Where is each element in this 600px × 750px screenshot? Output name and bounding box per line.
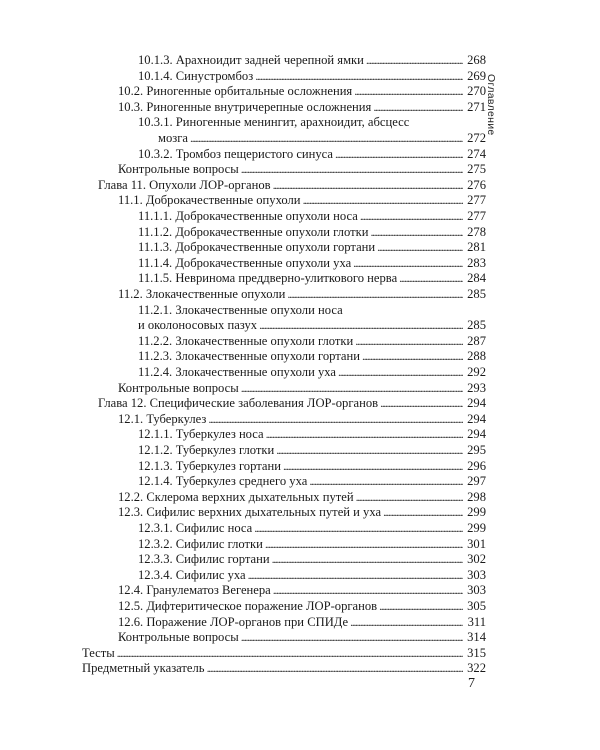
toc-entry	[138, 442, 486, 458]
toc-entry-title: 11.2.4. Злокачественные опухоли уха	[138, 365, 336, 379]
toc-entry-page: 298	[467, 489, 486, 504]
toc-entry-page: 268	[467, 53, 486, 67]
toc-entry-title: 11.2.3. Злокачественные опухоли гортани	[138, 349, 360, 364]
toc-entry-title: 11.1.1. Доброкачественные опухоли носа	[138, 209, 358, 223]
toc-entry-title: Глава 12. Специфические заболевания ЛОР-органов	[98, 396, 379, 411]
dot-leader	[303, 192, 463, 208]
dot-leader	[241, 629, 463, 645]
toc-entry-page: 322	[467, 661, 486, 676]
toc-entry-page: 299	[467, 521, 486, 535]
toc-entry-title: Тесты	[82, 645, 115, 660]
toc-entry-title: 11.1. Доброкачественные опухоли	[118, 193, 301, 208]
toc-entry-title: 12.6. Поражение ЛОР-органов при СПИДе	[118, 614, 349, 629]
toc-entry-page: 299	[467, 505, 486, 520]
dot-leader	[356, 489, 463, 505]
toc-entry-page: 305	[467, 599, 486, 613]
toc-entry-title: Предметный указатель	[82, 661, 205, 676]
dot-leader	[273, 177, 463, 193]
toc-entry-page: 303	[467, 567, 486, 582]
toc-entry	[118, 411, 486, 427]
dot-leader	[254, 520, 463, 536]
toc-entry-title: 10.1.3. Арахноидит задней черепной ямки	[138, 53, 364, 67]
toc-entry	[138, 567, 486, 583]
toc-entry-page: 295	[467, 443, 486, 457]
dot-leader	[379, 598, 463, 614]
toc-entry-page: 293	[467, 380, 486, 395]
toc-entry	[82, 660, 486, 676]
toc-entry-page: 301	[467, 536, 486, 551]
toc-entry	[138, 114, 486, 130]
toc-entry-title: 12.1.4. Туберкулез среднего уха	[138, 474, 308, 489]
page-number: 7	[468, 676, 475, 691]
toc-entry-title: 12.1.3. Туберкулез гортани	[138, 458, 281, 473]
toc-entry-page: 271	[467, 99, 486, 114]
toc-entry	[118, 99, 486, 115]
dot-leader	[370, 224, 463, 240]
toc-entry-title: 12.3.4. Сифилис уха	[138, 567, 246, 582]
dot-leader	[255, 68, 463, 84]
toc-entry-page: 288	[467, 349, 486, 364]
toc-entry-page: 269	[467, 68, 486, 83]
dot-leader	[208, 411, 463, 427]
toc-entry-title: Глава 11. Опухоли ЛОР-органов	[98, 177, 271, 192]
toc-entry	[118, 286, 486, 302]
dot-leader	[366, 52, 463, 68]
toc-entry	[138, 255, 486, 271]
dot-leader	[266, 426, 463, 442]
toc-entry-title: 12.3.2. Сифилис глотки	[138, 536, 263, 551]
toc-entry	[138, 68, 486, 84]
toc-entry-title: 11.1.4. Доброкачественные опухоли уха	[138, 255, 352, 270]
dot-leader	[335, 146, 463, 162]
toc-entry	[118, 598, 486, 614]
toc-entry	[138, 426, 486, 442]
toc-entry	[98, 177, 486, 193]
toc-entry	[138, 536, 486, 552]
toc-entry	[138, 146, 486, 162]
dot-leader	[338, 364, 463, 380]
toc-entry-title: 12.4. Гранулематоз Вегенера	[118, 583, 271, 598]
toc-entry-page: 275	[467, 162, 486, 177]
toc-entry-page: 274	[467, 146, 486, 161]
dot-leader	[287, 286, 463, 302]
toc-entry-title: 11.2.1. Злокачественные опухоли носа	[138, 302, 343, 317]
toc-entry	[138, 551, 486, 567]
toc-entry	[82, 645, 486, 661]
toc-entry-title: 12.3.3. Сифилис гортани	[138, 552, 270, 567]
toc-entry-page: 296	[467, 458, 486, 473]
toc-entry	[138, 224, 486, 240]
toc-entry-page: 297	[467, 474, 486, 489]
toc-entry-title: 11.1.2. Доброкачественные опухоли глотки	[138, 224, 369, 239]
toc-entry	[138, 348, 486, 364]
toc-entry-title: и околоносовых пазух	[138, 318, 258, 333]
toc-entry	[138, 473, 486, 489]
dot-leader	[276, 442, 463, 458]
dot-leader	[241, 161, 463, 177]
toc-entry	[118, 582, 486, 598]
toc-entry-page: 314	[467, 630, 486, 645]
toc-entry-page: 315	[467, 645, 486, 660]
toc-entry-page: 272	[467, 131, 486, 145]
toc-entry-title: Контрольные вопросы	[118, 380, 239, 395]
toc-entry	[138, 317, 486, 333]
toc-entry-page: 285	[467, 318, 486, 333]
toc-entry-title: 12.5. Дифтеритическое поражение ЛОР-органов	[118, 599, 378, 613]
toc-entry-title: 10.2. Риногенные орбитальные осложнения	[118, 84, 353, 99]
toc-entry-title: 12.1.2. Туберкулез глотки	[138, 443, 275, 457]
dot-leader	[207, 660, 463, 676]
toc-entry-page: 294	[467, 427, 486, 442]
dot-leader	[272, 551, 463, 567]
toc-entry-page: 278	[467, 224, 486, 239]
dot-leader	[117, 645, 463, 661]
dot-leader	[353, 255, 463, 271]
toc-entry-page: 311	[467, 614, 486, 629]
toc-entry-page: 292	[467, 365, 486, 379]
dot-leader	[355, 333, 463, 349]
toc-entry	[118, 504, 486, 520]
toc-entry	[138, 364, 486, 380]
toc-entry-page: 285	[467, 287, 486, 301]
toc-entry-title: 11.2.2. Злокачественные опухоли глотки	[138, 333, 354, 348]
toc-entry	[138, 302, 486, 318]
toc-entry-page: 277	[467, 209, 486, 223]
toc-entry-title: 12.1.1. Туберкулез носа	[138, 427, 264, 442]
dot-leader	[273, 582, 463, 598]
toc-entry-title: 12.2. Склерома верхних дыхательных путей	[118, 489, 354, 504]
dot-leader	[354, 83, 463, 99]
dot-leader	[265, 536, 463, 552]
toc-entry	[138, 270, 486, 286]
running-head: Оглавление	[485, 74, 497, 136]
toc-entry	[138, 52, 486, 68]
toc-entry	[118, 192, 486, 208]
toc-entry	[158, 130, 486, 146]
dot-leader	[190, 130, 463, 146]
toc-entry	[138, 208, 486, 224]
toc-entry-title: 11.1.5. Невринома преддверно-улиткового нерва	[138, 271, 398, 286]
toc-entry	[138, 520, 486, 536]
toc-entry	[118, 83, 486, 99]
dot-leader	[259, 317, 463, 333]
toc-entry	[98, 395, 486, 411]
dot-leader	[383, 504, 463, 520]
dot-leader	[380, 395, 463, 411]
toc-entry	[138, 239, 486, 255]
toc-entry-page: 270	[467, 84, 486, 99]
toc-entry-page: 303	[467, 583, 486, 598]
toc-entry-page: 294	[467, 411, 486, 426]
toc-entry-page: 302	[467, 552, 486, 567]
toc-entry-title: 10.3.1. Риногенные менингит, арахноидит, абсцесс	[138, 115, 410, 130]
toc-entry-page: 283	[467, 255, 486, 270]
dot-leader	[360, 208, 463, 224]
dot-leader	[377, 239, 463, 255]
dot-leader	[283, 458, 463, 474]
toc-entry	[118, 614, 486, 630]
toc-entry-title: 12.1. Туберкулез	[118, 411, 207, 426]
toc-entry-title: 12.3. Сифилис верхних дыхательных путей и уха	[118, 505, 382, 520]
toc-entry-page: 281	[467, 240, 486, 255]
toc-entry-title: 11.1.3. Доброкачественные опухоли гортани	[138, 240, 376, 255]
toc-entry	[118, 380, 486, 396]
toc-entry-page: 284	[467, 271, 486, 286]
toc-entry-title: 11.2. Злокачественные опухоли	[118, 287, 286, 301]
toc-entry-title: 10.3. Риногенные внутричерепные осложнения	[118, 99, 372, 114]
toc-entry-title: Контрольные вопросы	[118, 630, 239, 645]
toc-entry-page: 277	[467, 193, 486, 208]
toc-entry	[118, 161, 486, 177]
dot-leader	[373, 99, 463, 115]
toc-entry-page: 287	[467, 333, 486, 348]
dot-leader	[362, 348, 463, 364]
toc-entry-title: мозга	[158, 131, 188, 145]
dot-leader	[241, 380, 463, 396]
dot-leader	[399, 270, 463, 286]
toc-entry-title: 10.3.2. Тромбоз пещеристого синуса	[138, 146, 334, 161]
dot-leader	[309, 473, 463, 489]
dot-leader	[248, 567, 463, 583]
toc-entry	[138, 333, 486, 349]
toc-entry-title: 12.3.1. Сифилис носа	[138, 521, 253, 535]
toc-entry-page: 276	[467, 177, 486, 192]
toc-entry	[138, 458, 486, 474]
toc-entry	[118, 489, 486, 505]
toc-entry-title: Контрольные вопросы	[118, 162, 239, 177]
dot-leader	[350, 614, 463, 630]
toc-entry-page: 294	[467, 396, 486, 411]
toc-entry	[118, 629, 486, 645]
toc-entry-title: 10.1.4. Синустромбоз	[138, 68, 254, 83]
